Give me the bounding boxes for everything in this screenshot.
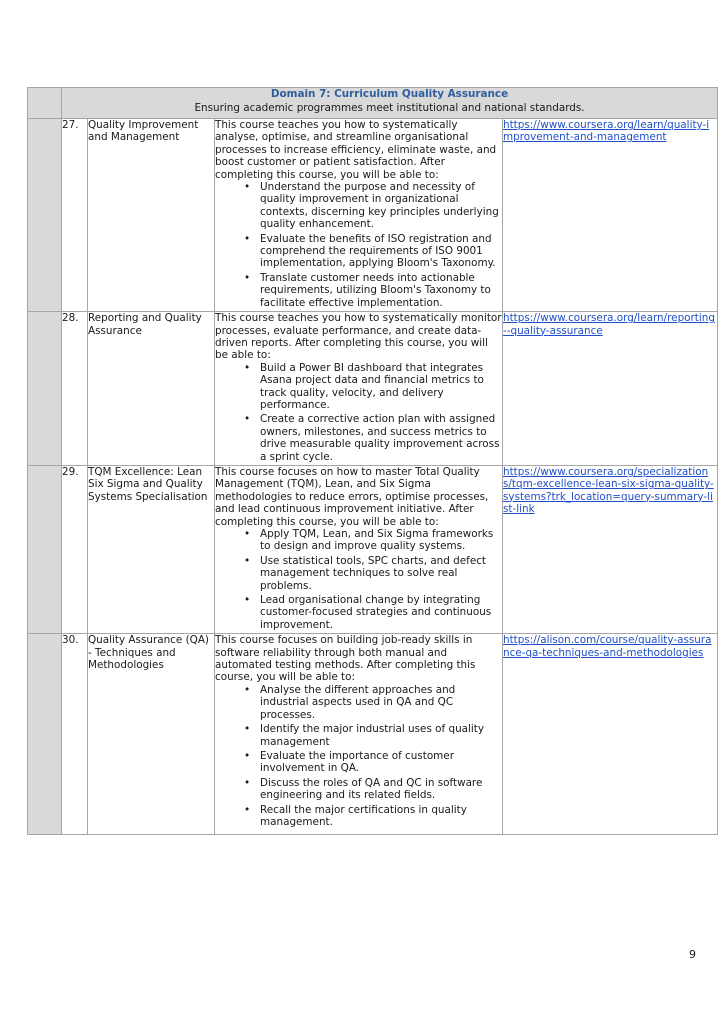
- page-number: 9: [689, 948, 696, 961]
- bullet-icon: •: [244, 271, 251, 284]
- outcome-text: Build a Power BI dashboard that integrates Asana project data and financial metrics to track quality, velocity, and delivery performance.: [260, 361, 484, 411]
- outcome-text: Analyse the different approaches and industrial aspects used in QA and QC processes.: [260, 683, 456, 721]
- list-item: [244, 361, 502, 412]
- list-item: [244, 554, 502, 592]
- outcome-text: Identify the major industrial uses of quality management: [260, 723, 485, 748]
- course-link[interactable]: https://alison.com/course/quality-assurance-qa-techniques-and-methodologies: [503, 634, 712, 659]
- course-description: [215, 465, 503, 633]
- bullet-icon: •: [244, 361, 251, 374]
- outcome-text: Lead organisational change by integrating customer-focused strategies and continuous improvement.: [260, 594, 492, 631]
- course-link[interactable]: https://www.coursera.org/learn/reporting--quality-assurance: [503, 312, 715, 337]
- outcomes-list: [215, 528, 502, 631]
- outcome-text: Recall the major certifications in quality management.: [260, 803, 467, 828]
- gutter-cell: [28, 465, 62, 633]
- bullet-icon: •: [244, 776, 251, 789]
- table-row: [28, 465, 718, 633]
- gutter-cell: [28, 88, 62, 119]
- row-number: 27.: [62, 119, 88, 312]
- course-description: [215, 312, 503, 466]
- course-link-cell: [503, 312, 718, 466]
- outcome-text: Understand the purpose and necessity of quality improvement in organizational contexts, discerning key principles underlying quality enhancement.: [260, 181, 499, 231]
- course-title: Quality Improvement and Management: [88, 119, 215, 312]
- row-number: 28.: [62, 312, 88, 466]
- outcome-text: Evaluate the importance of customer involvement in QA.: [260, 749, 454, 775]
- list-item: [244, 723, 502, 748]
- bullet-icon: •: [244, 232, 251, 245]
- bullet-icon: •: [244, 803, 251, 816]
- description-intro: This course focuses on how to master Total Quality Management (TQM), Lean, and Six Sigma methodologies to reduce errors, optimise processes, and lead continuous improvement initiative. After completing this course, you will be able to:: [215, 465, 489, 528]
- bullet-icon: •: [244, 594, 251, 607]
- list-item: [244, 181, 502, 231]
- course-link[interactable]: https://www.coursera.org/specializations/tqm-excellence-lean-six-sigma-quality-systems?trk_location=query-summary-list-link: [503, 465, 714, 516]
- list-item: [244, 683, 502, 721]
- bullet-icon: •: [244, 723, 251, 736]
- list-item: [244, 232, 502, 270]
- course-title: Quality Assurance (QA) - Techniques and Methodologies: [88, 634, 215, 835]
- list-item: [244, 271, 502, 309]
- course-link[interactable]: https://www.coursera.org/learn/quality-improvement-and-management: [503, 119, 710, 144]
- list-item: [244, 594, 502, 631]
- outcomes-list: [215, 684, 502, 828]
- section-header-row: [28, 88, 718, 119]
- bullet-icon: •: [244, 181, 251, 194]
- section-subtitle: Ensuring academic programmes meet institutional and national standards.: [194, 102, 585, 114]
- gutter-cell: [28, 119, 62, 312]
- outcome-text: Apply TQM, Lean, and Six Sigma frameworks to design and improve quality systems.: [260, 528, 494, 553]
- bullet-icon: •: [244, 749, 251, 762]
- outcome-text: Discuss the roles of QA and QC in software engineering and its related fields.: [260, 776, 483, 802]
- table-row: [28, 634, 718, 835]
- outcome-text: Create a corrective action plan with assigned owners, milestones, and success metrics to drive measurable quality improvement across a sprint cycle.: [260, 413, 500, 463]
- bullet-icon: •: [244, 683, 251, 696]
- outcomes-list: [215, 362, 502, 463]
- table-row: [28, 312, 718, 466]
- outcome-text: Use statistical tools, SPC charts, and defect management techniques to solve real problems.: [260, 554, 486, 592]
- outcome-text: Translate customer needs into actionable requirements, utilizing Bloom's Taxonomy to facilitate effective implementation.: [260, 271, 491, 309]
- gutter-cell: [28, 634, 62, 835]
- description-intro: This course focuses on building job-ready skills in software reliability through both manual and automated testing methods. After completing this course, you will be able to:: [215, 634, 476, 684]
- course-title: TQM Excellence: Lean Six Sigma and Quality Systems Specialisation: [88, 465, 215, 633]
- list-item: [244, 803, 502, 829]
- bullet-icon: •: [244, 528, 251, 540]
- list-item: [244, 413, 502, 463]
- bullet-icon: •: [244, 554, 251, 567]
- outcomes-list: [215, 181, 502, 309]
- outcome-text: Evaluate the benefits of ISO registration and comprehend the requirements of ISO 9001 implementation, applying Bloom's Taxonomy.: [260, 232, 496, 270]
- table-row: [28, 119, 718, 312]
- section-title: Domain 7: Curriculum Quality Assurance: [270, 88, 509, 100]
- list-item: [244, 776, 502, 802]
- course-title: Reporting and Quality Assurance: [88, 312, 215, 466]
- courses-table: [27, 87, 718, 835]
- description-intro: This course teaches you how to systematically analyse, optimise, and streamline organisational processes to increase efficiency, eliminate waste, and boost customer or patient satisfaction. After completing this course, you will be able to:: [215, 119, 497, 181]
- list-item: [244, 528, 502, 553]
- description-intro: This course teaches you how to systematically monitor processes, evaluate performance, and create data-driven reports. After completing this course, you will be able to:: [215, 312, 502, 362]
- course-link-cell: [503, 465, 718, 633]
- list-item: [244, 749, 502, 775]
- course-link-cell: [503, 634, 718, 835]
- course-description: [215, 119, 503, 312]
- row-number: 30.: [62, 634, 88, 835]
- course-description: [215, 634, 503, 835]
- course-link-cell: [503, 119, 718, 312]
- bullet-icon: •: [244, 413, 251, 426]
- section-header: [62, 88, 718, 119]
- gutter-cell: [28, 312, 62, 466]
- row-number: 29.: [62, 465, 88, 633]
